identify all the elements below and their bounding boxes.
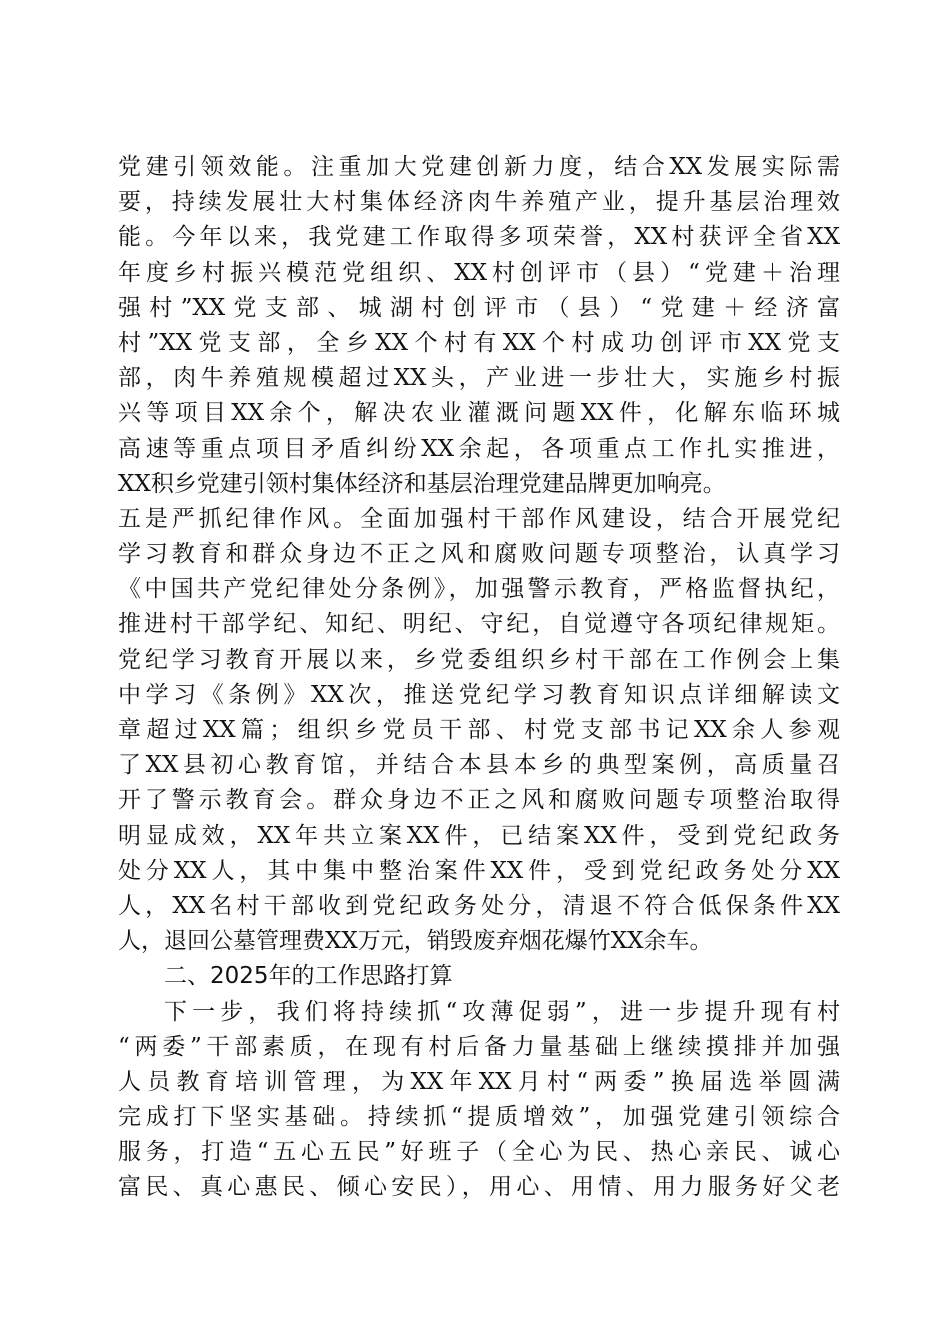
- text-line: 党纪学习教育开展以来，乡党委组织乡村干部在工作例会上集: [118, 646, 840, 673]
- text-line: 人，退回公墓管理费XX万元，销毁废弃烟花爆竹XX余车。: [118, 928, 713, 955]
- body-text: [118, 150, 840, 1206]
- text-line: 章超过XX篇；组织乡党员干部、村党支部书记XX余人参观: [118, 717, 840, 743]
- text-line: 要，持续发展壮大村集体经济肉牛养殖产业，提升基层治理效: [118, 189, 840, 216]
- text-line: 推进村干部学纪、知纪、明纪、守纪，自觉遵守各项纪律规矩。: [118, 611, 840, 638]
- text-line: 年度乡村振兴模范党组织、XX村创评市（县）“党建＋治理: [118, 259, 840, 286]
- text-line: 服务，打造“五心五民”好班子（全心为民、热心亲民、诚心: [118, 1139, 840, 1166]
- text-line: 高速等重点项目矛盾纠纷XX余起，各项重点工作扎实推进，: [118, 435, 840, 462]
- text-line: XX积乡党建引领村集体经济和基层治理党建品牌更加响亮。: [118, 470, 726, 497]
- text-line: 下一步，我们将持续抓“攻薄促弱”，进一步提升现有村: [164, 998, 840, 1025]
- text-line: “两委”干部素质，在现有村后备力量基础上继续摸排并加强: [118, 1033, 840, 1060]
- text-line: 强村”XX党支部、城湖村创评市（县）“党建＋经济富: [118, 294, 840, 321]
- paragraph-discipline-style: [118, 502, 840, 959]
- text-line: 中学习《条例》XX次，推送党纪学习教育知识点详细解读文: [118, 681, 840, 708]
- text-line: 完成打下坚实基础。持续抓“提质增效”，加强党建引领综合: [118, 1104, 840, 1131]
- paragraph-next-steps: [118, 995, 840, 1206]
- text-line: 人员教育培训管理，为XX年XX月村“两委”换届选举圆满: [118, 1068, 840, 1095]
- text-line: 党建引领效能。注重加大党建创新力度，结合XX发展实际需: [118, 154, 840, 180]
- text-line: 学习教育和群众身边不正之风和腐败问题专项整治，认真学习: [118, 541, 840, 568]
- text-line: 五是严抓纪律作风。全面加强村干部作风建设，结合开展党纪: [118, 505, 840, 532]
- text-line: 能。今年以来，我党建工作取得多项荣誉，XX村获评全省XX: [118, 224, 840, 251]
- paragraph-party-building-effectiveness: [118, 150, 840, 502]
- text-line: 明显成效，XX年共立案XX件，已结案XX件，受到党纪政务: [118, 822, 840, 849]
- text-line: 兴等项目XX余个，解决农业灌溉问题XX件，化解东临环城: [118, 400, 840, 427]
- section-heading: 二、2025年的工作思路打算: [164, 963, 453, 990]
- text-line: 部，肉牛养殖规模超过XX头，产业进一步壮大，实施乡村振: [118, 365, 840, 392]
- text-line: 了XX县初心教育馆，并结合本县本乡的典型案例，高质量召: [118, 752, 840, 779]
- text-line: 处分XX人，其中集中整治案件XX件，受到党纪政务处分XX: [118, 857, 840, 884]
- text-line: 开了警示教育会。群众身边不正之风和腐败问题专项整治取得: [118, 787, 840, 814]
- text-line: 人，XX名村干部收到党纪政务处分，清退不符合低保条件XX: [118, 892, 840, 919]
- text-line: 富民、真心惠民、倾心安民），用心、用情、用力服务好父老: [118, 1174, 840, 1201]
- text-line: 村”XX党支部，全乡XX个村有XX个村成功创评市XX党支: [118, 329, 840, 356]
- text-line: 《中国共产党纪律处分条例》，加强警示教育，严格监督执纪，: [118, 576, 840, 603]
